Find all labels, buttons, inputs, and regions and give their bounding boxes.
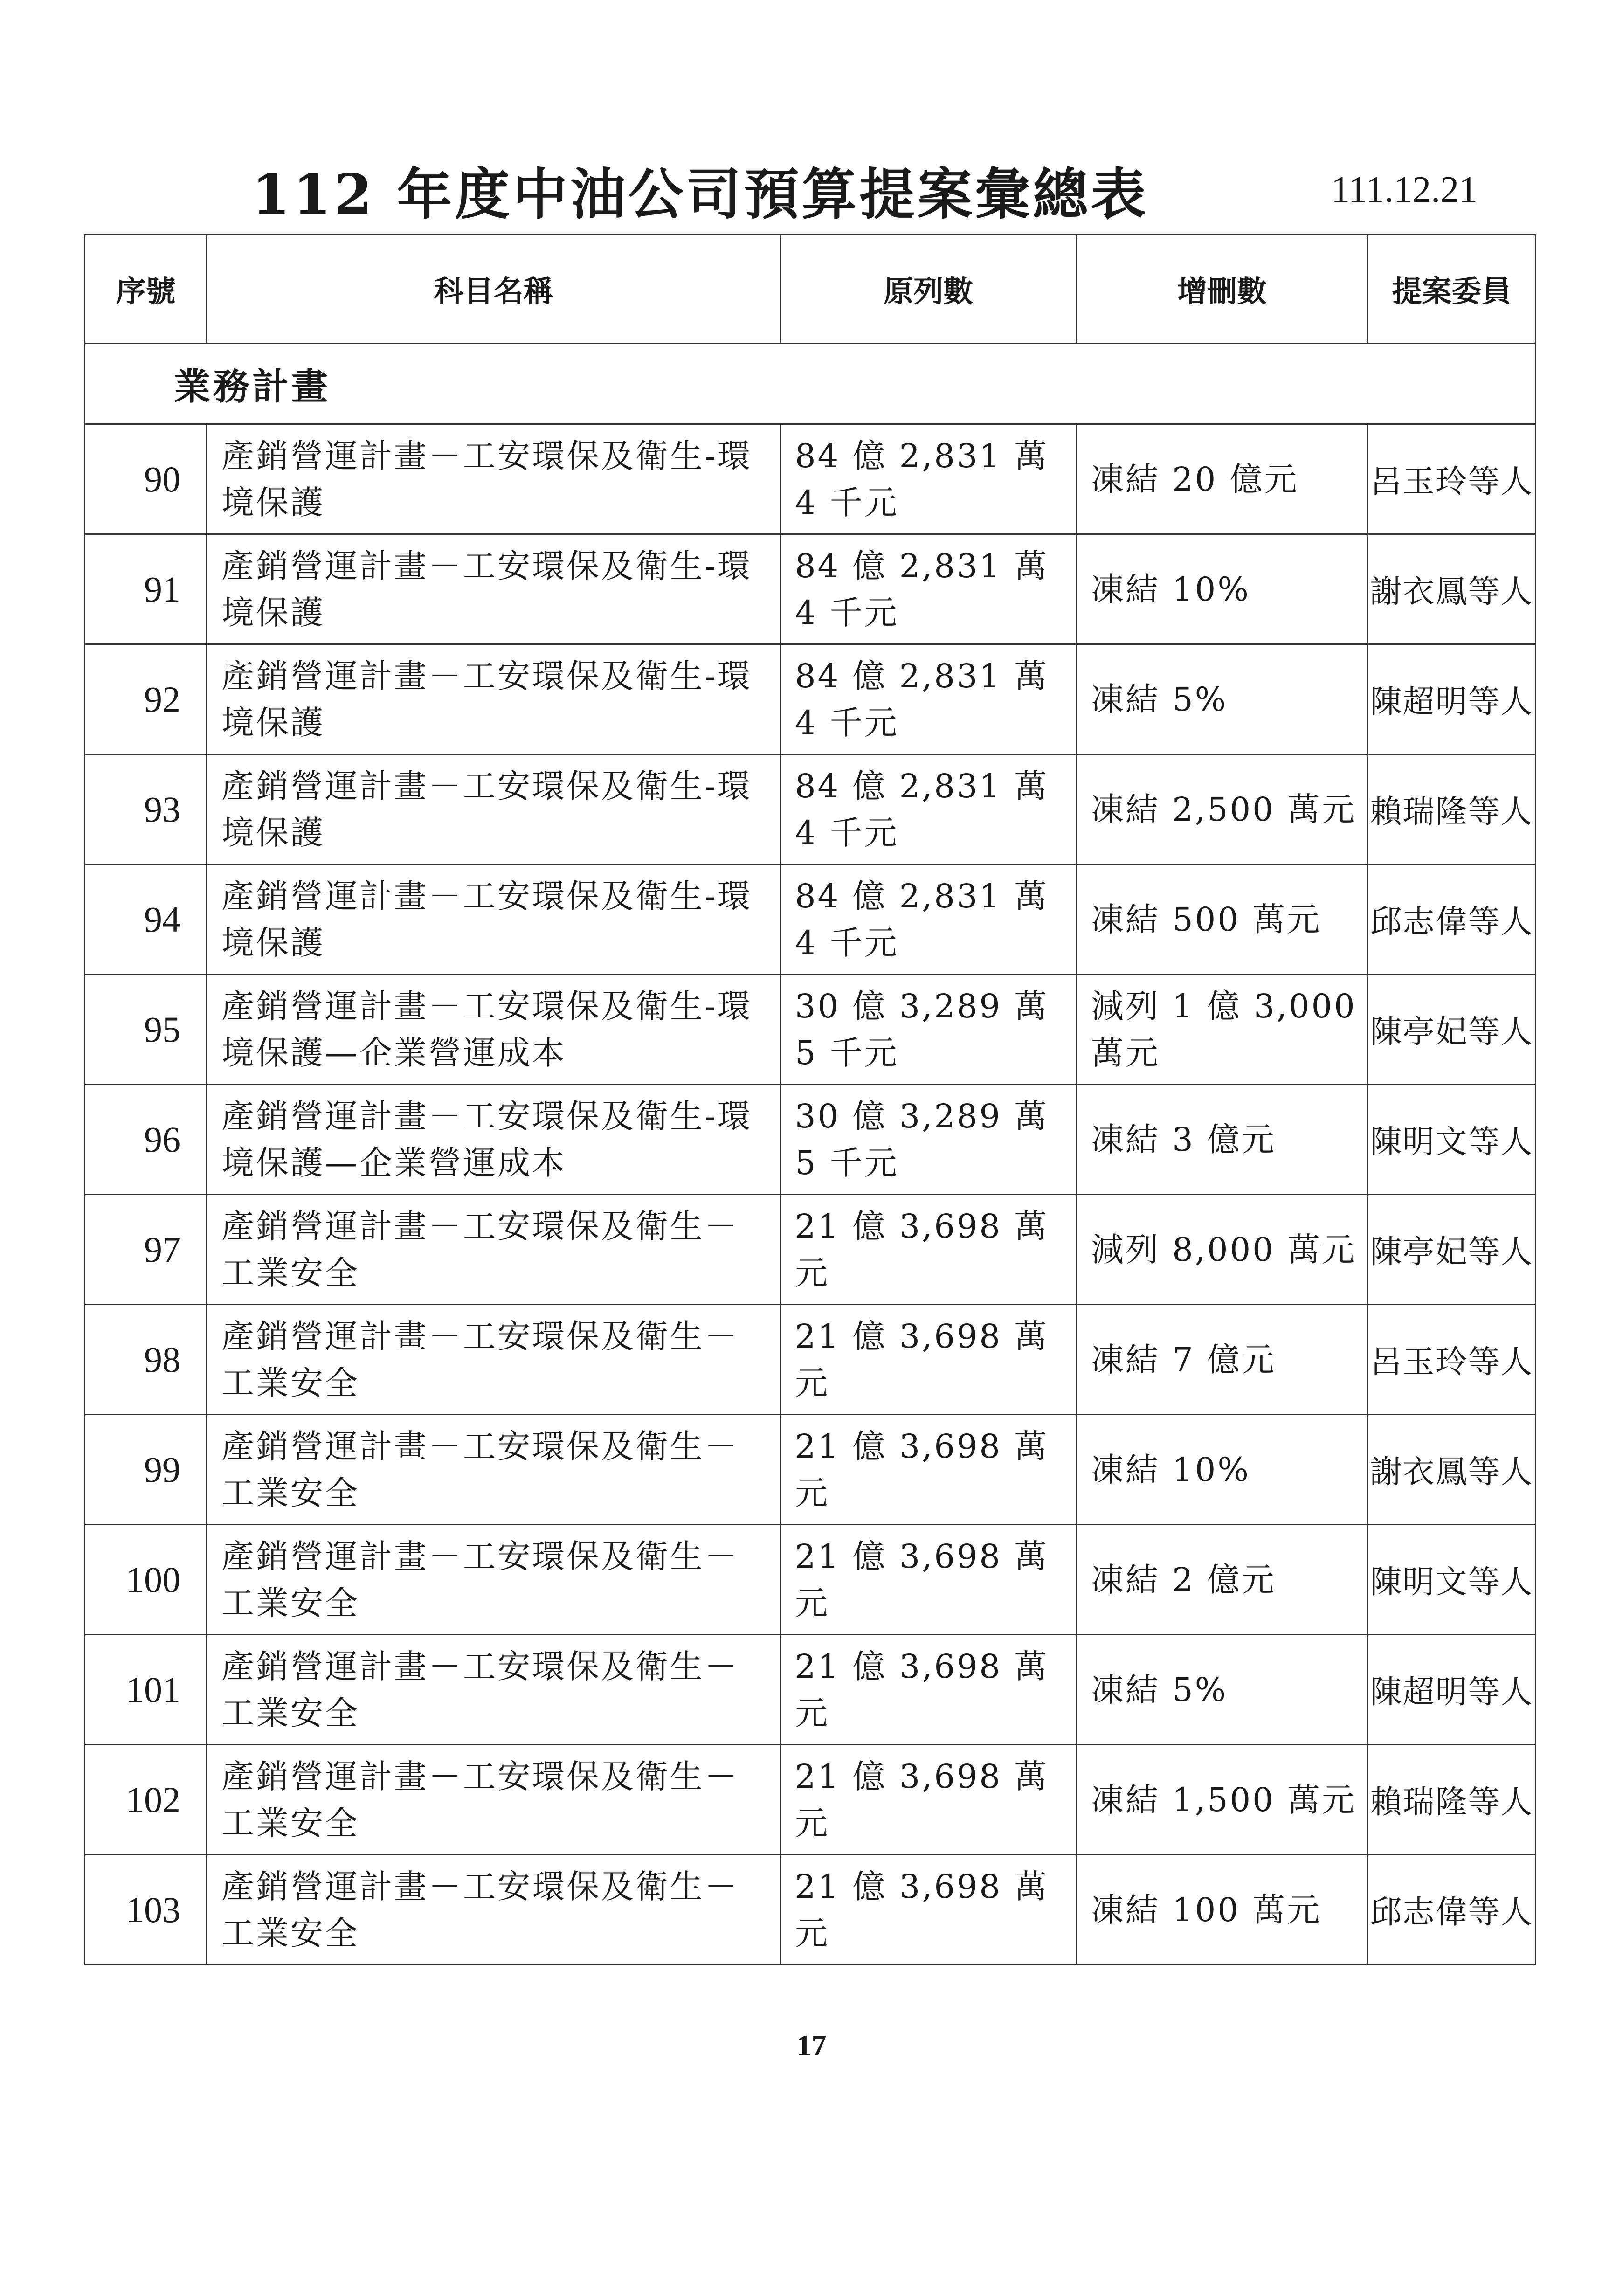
header-proposing-members: 提案委員: [1368, 235, 1536, 344]
serial-number-cell: 103: [85, 1855, 207, 1965]
original-amount-cell: 84 億 2,831 萬 4 千元: [780, 534, 1077, 644]
serial-number-cell: 98: [85, 1305, 207, 1415]
account-name-cell: 產銷營運計畫－工安環保及衛生-環境保護: [207, 534, 780, 644]
proposing-members-cell: 邱志偉等人: [1368, 864, 1536, 975]
original-amount-cell: 21 億 3,698 萬元: [780, 1305, 1077, 1415]
proposing-members-cell: 陳明文等人: [1368, 1525, 1536, 1635]
header-adjustment: 增刪數: [1077, 235, 1368, 344]
adjustment-cell: 凍結 10%: [1077, 1415, 1368, 1525]
table-row: [85, 1855, 1536, 1965]
adjustment-cell: 凍結 20 億元: [1077, 424, 1368, 534]
serial-number-cell: 100: [85, 1525, 207, 1635]
serial-number-cell: 97: [85, 1195, 207, 1305]
adjustment-cell: 減列 8,000 萬元: [1077, 1195, 1368, 1305]
original-amount-cell: 21 億 3,698 萬元: [780, 1745, 1077, 1855]
adjustment-cell: 減列 1 億 3,000 萬元: [1077, 975, 1368, 1085]
account-name-cell: 產銷營運計畫－工安環保及衛生－工業安全: [207, 1745, 780, 1855]
adjustment-cell: 凍結 5%: [1077, 644, 1368, 754]
table-row: [85, 1745, 1536, 1855]
proposing-members-cell: 賴瑞隆等人: [1368, 1745, 1536, 1855]
account-name-cell: 產銷營運計畫－工安環保及衛生－工業安全: [207, 1635, 780, 1745]
account-name-cell: 產銷營運計畫－工安環保及衛生－工業安全: [207, 1195, 780, 1305]
budget-proposal-table: [84, 234, 1536, 1965]
table-row: [85, 1635, 1536, 1745]
adjustment-cell: 凍結 2,500 萬元: [1077, 754, 1368, 864]
header-serial-number: 序號: [85, 235, 207, 344]
table-header-row: [85, 235, 1536, 344]
serial-number-cell: 101: [85, 1635, 207, 1745]
proposing-members-cell: 邱志偉等人: [1368, 1855, 1536, 1965]
original-amount-cell: 84 億 2,831 萬 4 千元: [780, 644, 1077, 754]
adjustment-cell: 凍結 3 億元: [1077, 1085, 1368, 1195]
table-row: [85, 1305, 1536, 1415]
table-row: [85, 424, 1536, 534]
serial-number-cell: 94: [85, 864, 207, 975]
original-amount-cell: 84 億 2,831 萬 4 千元: [780, 424, 1077, 534]
proposing-members-cell: 呂玉玲等人: [1368, 1305, 1536, 1415]
adjustment-cell: 凍結 100 萬元: [1077, 1855, 1368, 1965]
proposing-members-cell: 陳亭妃等人: [1368, 1195, 1536, 1305]
section-label: 業務計畫: [85, 344, 1536, 424]
serial-number-cell: 99: [85, 1415, 207, 1525]
section-row: [85, 344, 1536, 424]
table-row: [85, 534, 1536, 644]
header-account-name: 科目名稱: [207, 235, 780, 344]
adjustment-cell: 凍結 10%: [1077, 534, 1368, 644]
table-row: [85, 975, 1536, 1085]
adjustment-cell: 凍結 7 億元: [1077, 1305, 1368, 1415]
serial-number-cell: 91: [85, 534, 207, 644]
original-amount-cell: 21 億 3,698 萬元: [780, 1525, 1077, 1635]
original-amount-cell: 30 億 3,289 萬 5 千元: [780, 1085, 1077, 1195]
original-amount-cell: 21 億 3,698 萬元: [780, 1635, 1077, 1745]
table-row: [85, 1195, 1536, 1305]
adjustment-cell: 凍結 2 億元: [1077, 1525, 1368, 1635]
table-row: [85, 1085, 1536, 1195]
original-amount-cell: 84 億 2,831 萬 4 千元: [780, 864, 1077, 975]
account-name-cell: 產銷營運計畫－工安環保及衛生-環境保護: [207, 644, 780, 754]
proposing-members-cell: 謝衣鳳等人: [1368, 534, 1536, 644]
original-amount-cell: 84 億 2,831 萬 4 千元: [780, 754, 1077, 864]
serial-number-cell: 102: [85, 1745, 207, 1855]
serial-number-cell: 95: [85, 975, 207, 1085]
account-name-cell: 產銷營運計畫－工安環保及衛生－工業安全: [207, 1855, 780, 1965]
account-name-cell: 產銷營運計畫－工安環保及衛生-環境保護: [207, 424, 780, 534]
table-row: [85, 644, 1536, 754]
account-name-cell: 產銷營運計畫－工安環保及衛生－工業安全: [207, 1525, 780, 1635]
account-name-cell: 產銷營運計畫－工安環保及衛生-環境保護: [207, 864, 780, 975]
page-title: 112 年度中油公司預算提案彙總表: [252, 162, 1149, 227]
proposing-members-cell: 賴瑞隆等人: [1368, 754, 1536, 864]
proposing-members-cell: 陳超明等人: [1368, 644, 1536, 754]
adjustment-cell: 凍結 500 萬元: [1077, 864, 1368, 975]
proposing-members-cell: 陳超明等人: [1368, 1635, 1536, 1745]
serial-number-cell: 96: [85, 1085, 207, 1195]
proposing-members-cell: 呂玉玲等人: [1368, 424, 1536, 534]
table-row: [85, 1525, 1536, 1635]
proposing-members-cell: 陳亭妃等人: [1368, 975, 1536, 1085]
original-amount-cell: 21 億 3,698 萬元: [780, 1415, 1077, 1525]
original-amount-cell: 30 億 3,289 萬 5 千元: [780, 975, 1077, 1085]
original-amount-cell: 21 億 3,698 萬元: [780, 1195, 1077, 1305]
page-number: 17: [796, 2029, 827, 2062]
document-date: 111.12.21: [1331, 169, 1478, 210]
original-amount-cell: 21 億 3,698 萬元: [780, 1855, 1077, 1965]
adjustment-cell: 凍結 1,500 萬元: [1077, 1745, 1368, 1855]
account-name-cell: 產銷營運計畫－工安環保及衛生－工業安全: [207, 1305, 780, 1415]
table-row: [85, 754, 1536, 864]
proposing-members-cell: 陳明文等人: [1368, 1085, 1536, 1195]
adjustment-cell: 凍結 5%: [1077, 1635, 1368, 1745]
account-name-cell: 產銷營運計畫－工安環保及衛生-環境保護: [207, 754, 780, 864]
serial-number-cell: 92: [85, 644, 207, 754]
header-original-amount: 原列數: [780, 235, 1077, 344]
account-name-cell: 產銷營運計畫－工安環保及衛生-環境保護—企業營運成本: [207, 1085, 780, 1195]
account-name-cell: 產銷營運計畫－工安環保及衛生-環境保護—企業營運成本: [207, 975, 780, 1085]
account-name-cell: 產銷營運計畫－工安環保及衛生－工業安全: [207, 1415, 780, 1525]
serial-number-cell: 90: [85, 424, 207, 534]
serial-number-cell: 93: [85, 754, 207, 864]
table-row: [85, 864, 1536, 975]
table-row: [85, 1415, 1536, 1525]
proposing-members-cell: 謝衣鳳等人: [1368, 1415, 1536, 1525]
